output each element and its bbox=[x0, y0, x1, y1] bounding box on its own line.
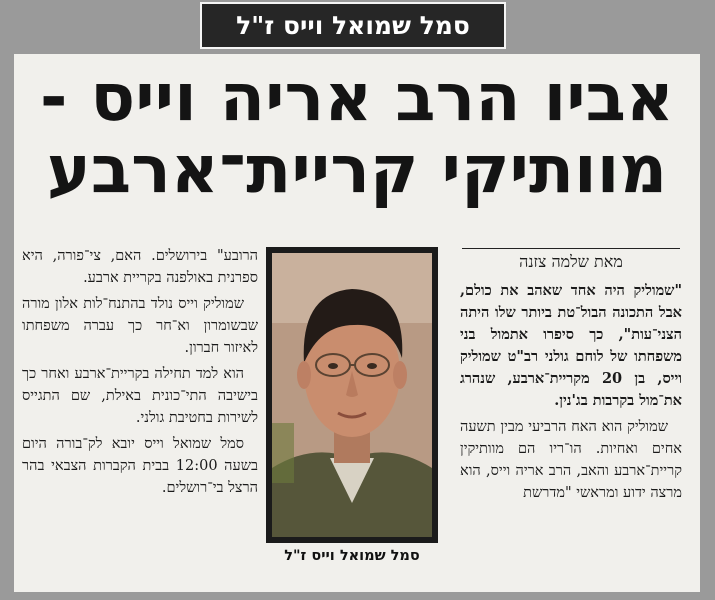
article-column-right bbox=[460, 280, 682, 508]
portrait-photo bbox=[266, 247, 438, 543]
byline-divider bbox=[462, 248, 680, 249]
paragraph: "שמוליק היה אחד שאהב את כולם, אבל התכונה הבול־טת ביותר שלו היתה הצני־עות", כך סיפרו אתמול בני משפחתו של לוחם גולני רב"ט שמוליק וייס, בן 20 מקריית־ארבע, שנהרג את־מול בקרבות בג'נין. bbox=[460, 282, 682, 409]
soldier-portrait-image bbox=[272, 253, 432, 537]
paragraph: סמל שמואל וייס יובא לק־בורה היום בשעה 12:00 בבית הקברות הצבאי בהר הרצל בי־רושלים. bbox=[22, 436, 258, 496]
photo-caption: סמל שמואל וייס ז"ל bbox=[284, 548, 420, 564]
headline-line-2: מוותיקי קריית־ארבע bbox=[46, 131, 668, 208]
headline bbox=[34, 59, 680, 208]
headline-line-1: אביו הרב אריה וייס - bbox=[40, 59, 674, 136]
paragraph: שמוליק וייס נולד בהתנח־לות אלון מורה שבשומרון וא־חר כך עברה משפחתו לאיזור חברון. bbox=[22, 296, 258, 356]
paragraph: הרובע" בירושלים. האם, צי־פורה, היא ספרנית באולפנה בקריית ארבע. bbox=[22, 248, 258, 286]
paragraph: הוא למד תחילה בקריית־ארבע ואחר כך בישיבה התי־כונית באילת, שם התגייס לשירות בחטיבת גולני. bbox=[22, 366, 258, 426]
section-tag: סמל שמואל וייס ז"ל bbox=[200, 2, 506, 49]
paragraph: שמוליק הוא האח הרביעי מבין תשעה אחים ואחיות. הו־ריו הם מוותיקין קריית־ארבע והאב, הרב אריה וייס, הוא מרצה ידוע ומראשי "מדרשת bbox=[460, 419, 682, 501]
byline: מאת שלמה צזנה bbox=[519, 252, 623, 271]
article-column-left bbox=[22, 245, 258, 503]
